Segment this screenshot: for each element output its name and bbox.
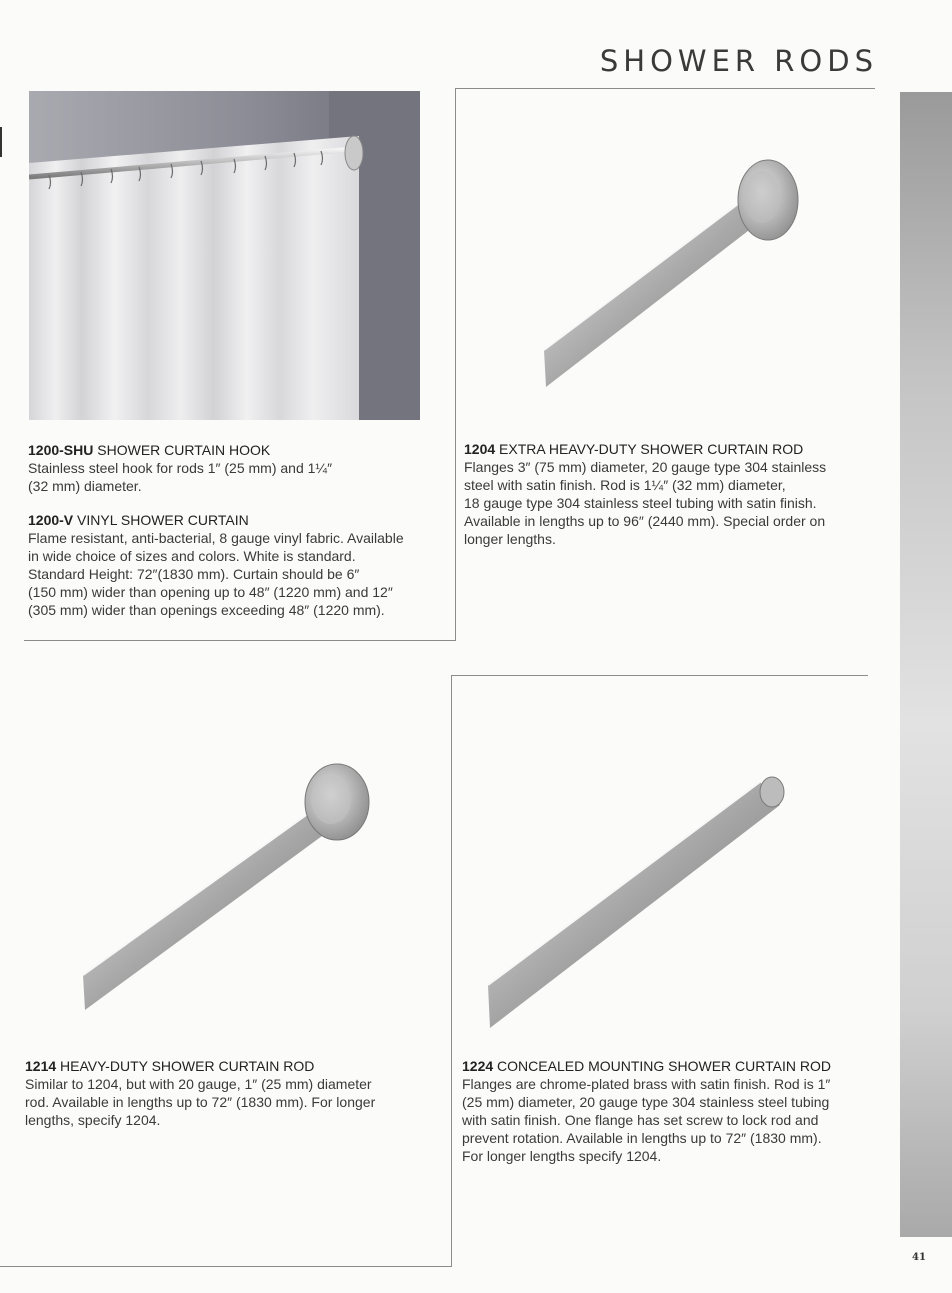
lower-right-vertical-rule — [451, 675, 452, 1267]
product-name: SHOWER CURTAIN HOOK — [97, 442, 271, 458]
product-description-1204 — [464, 458, 884, 548]
description-line: steel with satin finish. Rod is 1¼″ (32 mm) diameter, — [464, 477, 786, 493]
description-line: (150 mm) wider than opening up to 48″ (1220 mm) and 12″ — [28, 584, 393, 600]
product-heading-1200-v — [28, 511, 448, 529]
product-description-1224 — [462, 1075, 882, 1165]
product-heading-1214 — [25, 1057, 445, 1075]
upper-left-bottom-rule — [24, 640, 455, 641]
description-line: rod. Available in lengths up to 72″ (1830 mm). For longer — [25, 1094, 376, 1110]
description-line: Flanges 3″ (75 mm) diameter, 20 gauge type 304 stainless — [464, 459, 827, 475]
lower-right-top-rule — [451, 675, 868, 676]
description-line: Available in lengths up to 96″ (2440 mm). Special order on — [464, 513, 826, 529]
rod-1224-image — [480, 770, 790, 1030]
description-line: in wide choice of sizes and colors. White is standard. — [28, 548, 356, 564]
bottom-rule — [0, 1266, 451, 1267]
page-number: 41 — [912, 1252, 926, 1263]
top-right-rule — [455, 88, 875, 89]
product-description-1214 — [25, 1075, 445, 1129]
top-right-vertical-rule — [455, 88, 456, 641]
product-block-1200 — [28, 441, 448, 619]
description-line: Flame resistant, anti-bacterial, 8 gauge vinyl fabric. Available — [28, 530, 404, 546]
product-code: 1200-SHU — [28, 442, 94, 458]
description-line: longer lengths. — [464, 531, 556, 547]
side-gradient-strip — [900, 92, 952, 1237]
description-line: (305 mm) wider than openings exceeding 48″ (1220 mm). — [28, 602, 385, 618]
product-block-1224 — [462, 1057, 882, 1165]
product-name: EXTRA HEAVY-DUTY SHOWER CURTAIN ROD — [499, 441, 804, 457]
description-line: lengths, specify 1204. — [25, 1112, 161, 1128]
product-description-1200-shu — [28, 459, 448, 495]
product-block-1214 — [25, 1057, 445, 1129]
description-line: 18 gauge type 304 stainless steel tubing with satin finish. — [464, 495, 817, 511]
page-title: SHOWER RODS — [599, 44, 878, 78]
rod-1214-image — [75, 760, 375, 1015]
description-line: (25 mm) diameter, 20 gauge type 304 stainless steel tubing — [462, 1094, 830, 1110]
description-line: Flanges are chrome-plated brass with satin finish. Rod is 1″ — [462, 1076, 831, 1092]
description-line: Similar to 1204, but with 20 gauge, 1″ (25 mm) diameter — [25, 1076, 372, 1092]
left-edge-mark — [0, 127, 2, 157]
rod-1204-image — [530, 155, 810, 395]
product-code: 1204 — [464, 441, 496, 457]
product-description-1200-v — [28, 529, 448, 619]
product-heading-1204 — [464, 440, 884, 458]
product-code: 1224 — [462, 1058, 494, 1074]
product-block-1204 — [464, 440, 884, 548]
product-name: HEAVY-DUTY SHOWER CURTAIN ROD — [60, 1058, 315, 1074]
shower-curtain-photo — [29, 91, 420, 420]
description-line: Standard Height: 72″(1830 mm). Curtain should be 6″ — [28, 566, 360, 582]
product-code: 1214 — [25, 1058, 57, 1074]
description-line: prevent rotation. Available in lengths up to 72″ (1830 mm). — [462, 1130, 822, 1146]
description-line: (32 mm) diameter. — [28, 478, 142, 494]
product-heading-1200-shu — [28, 441, 448, 459]
description-line: For longer lengths specify 1204. — [462, 1148, 662, 1164]
description-line: with satin finish. One flange has set screw to lock rod and — [462, 1112, 819, 1128]
product-name: VINYL SHOWER CURTAIN — [77, 512, 249, 528]
product-heading-1224 — [462, 1057, 882, 1075]
product-name: CONCEALED MOUNTING SHOWER CURTAIN ROD — [497, 1058, 831, 1074]
description-line: Stainless steel hook for rods 1″ (25 mm) and 1¼″ — [28, 460, 333, 476]
product-code: 1200-V — [28, 512, 74, 528]
